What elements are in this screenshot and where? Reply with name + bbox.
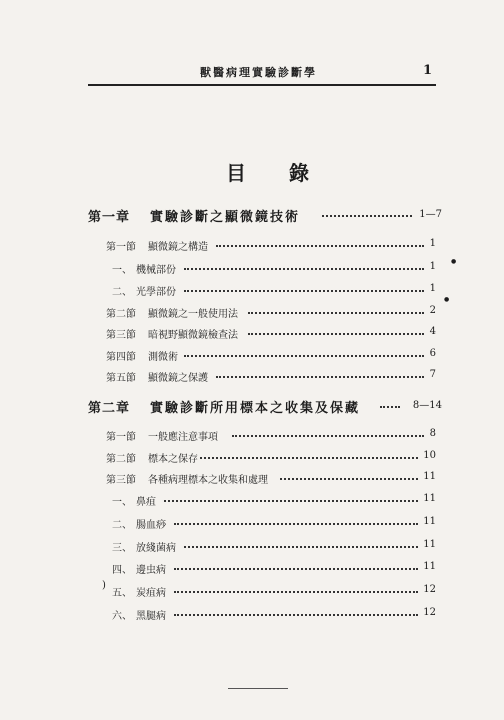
subsection-page: 1 <box>429 283 436 294</box>
toc-section <box>0 238 504 252</box>
section-title: 暗視野顯微鏡檢查法 <box>148 330 238 341</box>
dot-leader <box>174 591 418 593</box>
dot-leader <box>184 268 424 270</box>
subsection-title: 鼻疽 <box>136 497 156 508</box>
subsection-page: 11 <box>423 561 436 572</box>
toc-subsection <box>0 607 504 621</box>
toc-section <box>0 305 504 319</box>
toc-section <box>0 369 504 383</box>
chapter-page-range: 8—14 <box>412 400 442 411</box>
dot-leader <box>216 245 424 247</box>
toc-section <box>0 471 504 485</box>
subsection-page: 11 <box>423 539 436 550</box>
section-page: 7 <box>429 369 436 380</box>
running-header-title: 獸醫病理實驗診斷學 <box>200 66 317 79</box>
dot-leader <box>380 406 400 408</box>
toc-section <box>0 348 504 362</box>
running-header <box>88 62 436 86</box>
page-number: 1 <box>422 63 432 78</box>
section-number: 第一節 <box>106 242 136 253</box>
subsection-title: 放綫菌病 <box>136 543 176 554</box>
section-page: 10 <box>423 450 436 461</box>
toc-subsection <box>0 516 504 530</box>
toc-subsection <box>0 283 504 297</box>
dot-leader <box>232 435 424 437</box>
subsection-title: 機械部份 <box>136 265 176 276</box>
subsection-page: 12 <box>423 607 436 618</box>
dot-leader <box>322 215 412 217</box>
toc-section <box>0 450 504 464</box>
toc-subsection <box>0 584 504 598</box>
chapter-title: 實驗診斷之顯微鏡技術 <box>150 210 301 225</box>
subsection-page: 11 <box>423 516 436 527</box>
section-number: 第三節 <box>106 330 136 341</box>
chapter-number: 第二章 <box>88 401 131 416</box>
dot-leader <box>174 523 418 525</box>
dot-leader <box>184 546 418 548</box>
toc-chapter-1 <box>0 206 504 224</box>
section-number: 第一節 <box>106 432 136 443</box>
dot-leader <box>174 614 418 616</box>
section-title: 一般應注意事項 <box>148 432 218 443</box>
section-title: 測微術 <box>148 352 178 363</box>
section-page: 6 <box>429 348 436 359</box>
section-number: 第二節 <box>106 454 136 465</box>
subsection-title: 黑腿病 <box>136 611 166 622</box>
dot-leader <box>174 568 418 570</box>
section-title: 顯微鏡之保護 <box>148 373 208 384</box>
subsection-number: 三、 <box>112 543 132 554</box>
section-page: 2 <box>429 305 436 316</box>
dot-leader <box>184 290 424 292</box>
subsection-number: 五、 <box>112 588 132 599</box>
subsection-title: 腸血痧 <box>136 520 166 531</box>
subsection-number: 一、 <box>112 497 132 508</box>
section-page: 1 <box>429 238 436 249</box>
toc-section <box>0 428 504 442</box>
dot-leader <box>164 500 418 502</box>
toc-chapter-2 <box>0 397 504 415</box>
subsection-page: 12 <box>423 584 436 595</box>
section-title: 顯微鏡之一般使用法 <box>148 309 238 320</box>
footer-rule <box>228 688 288 689</box>
dot-leader <box>200 457 418 459</box>
dot-leader <box>184 355 424 357</box>
section-title: 標本之保存 <box>148 454 198 465</box>
dot-leader <box>248 333 424 335</box>
section-number: 第四節 <box>106 352 136 363</box>
toc-subsection <box>0 561 504 575</box>
section-page: 11 <box>423 471 436 482</box>
subsection-number: 二、 <box>112 520 132 531</box>
dot-leader <box>280 478 418 480</box>
toc-subsection <box>0 261 504 275</box>
section-title: 顯微鏡之構造 <box>148 242 208 253</box>
subsection-title: 炭疽病 <box>136 588 166 599</box>
scan-mark: ) <box>102 580 106 591</box>
section-title: 各種病理標本之收集和處理 <box>148 475 268 486</box>
dot-leader <box>216 376 424 378</box>
toc-subsection <box>0 493 504 507</box>
toc-subsection <box>0 539 504 553</box>
section-page: 8 <box>429 428 436 439</box>
subsection-number: 二、 <box>112 287 132 298</box>
subsection-number: 四、 <box>112 565 132 576</box>
section-number: 第五節 <box>106 373 136 384</box>
subsection-number: 一、 <box>112 265 132 276</box>
section-page: 4 <box>429 326 436 337</box>
subsection-page: 1 <box>429 261 436 272</box>
subsection-title: 光學部份 <box>136 287 176 298</box>
chapter-number: 第一章 <box>88 210 131 225</box>
toc-section <box>0 326 504 340</box>
section-number: 第三節 <box>106 475 136 486</box>
dot-leader <box>248 312 424 314</box>
chapter-page-range: 1—7 <box>419 209 442 220</box>
subsection-title: 邊虫病 <box>136 565 166 576</box>
subsection-number: 六、 <box>112 611 132 622</box>
section-number: 第二節 <box>106 309 136 320</box>
chapter-title: 實驗診斷所用標本之收集及保藏 <box>150 401 361 416</box>
subsection-page: 11 <box>423 493 436 504</box>
scan-speck: ● <box>451 258 457 265</box>
scan-speck: ● <box>444 296 450 303</box>
toc-heading: 目 錄 <box>226 161 327 185</box>
